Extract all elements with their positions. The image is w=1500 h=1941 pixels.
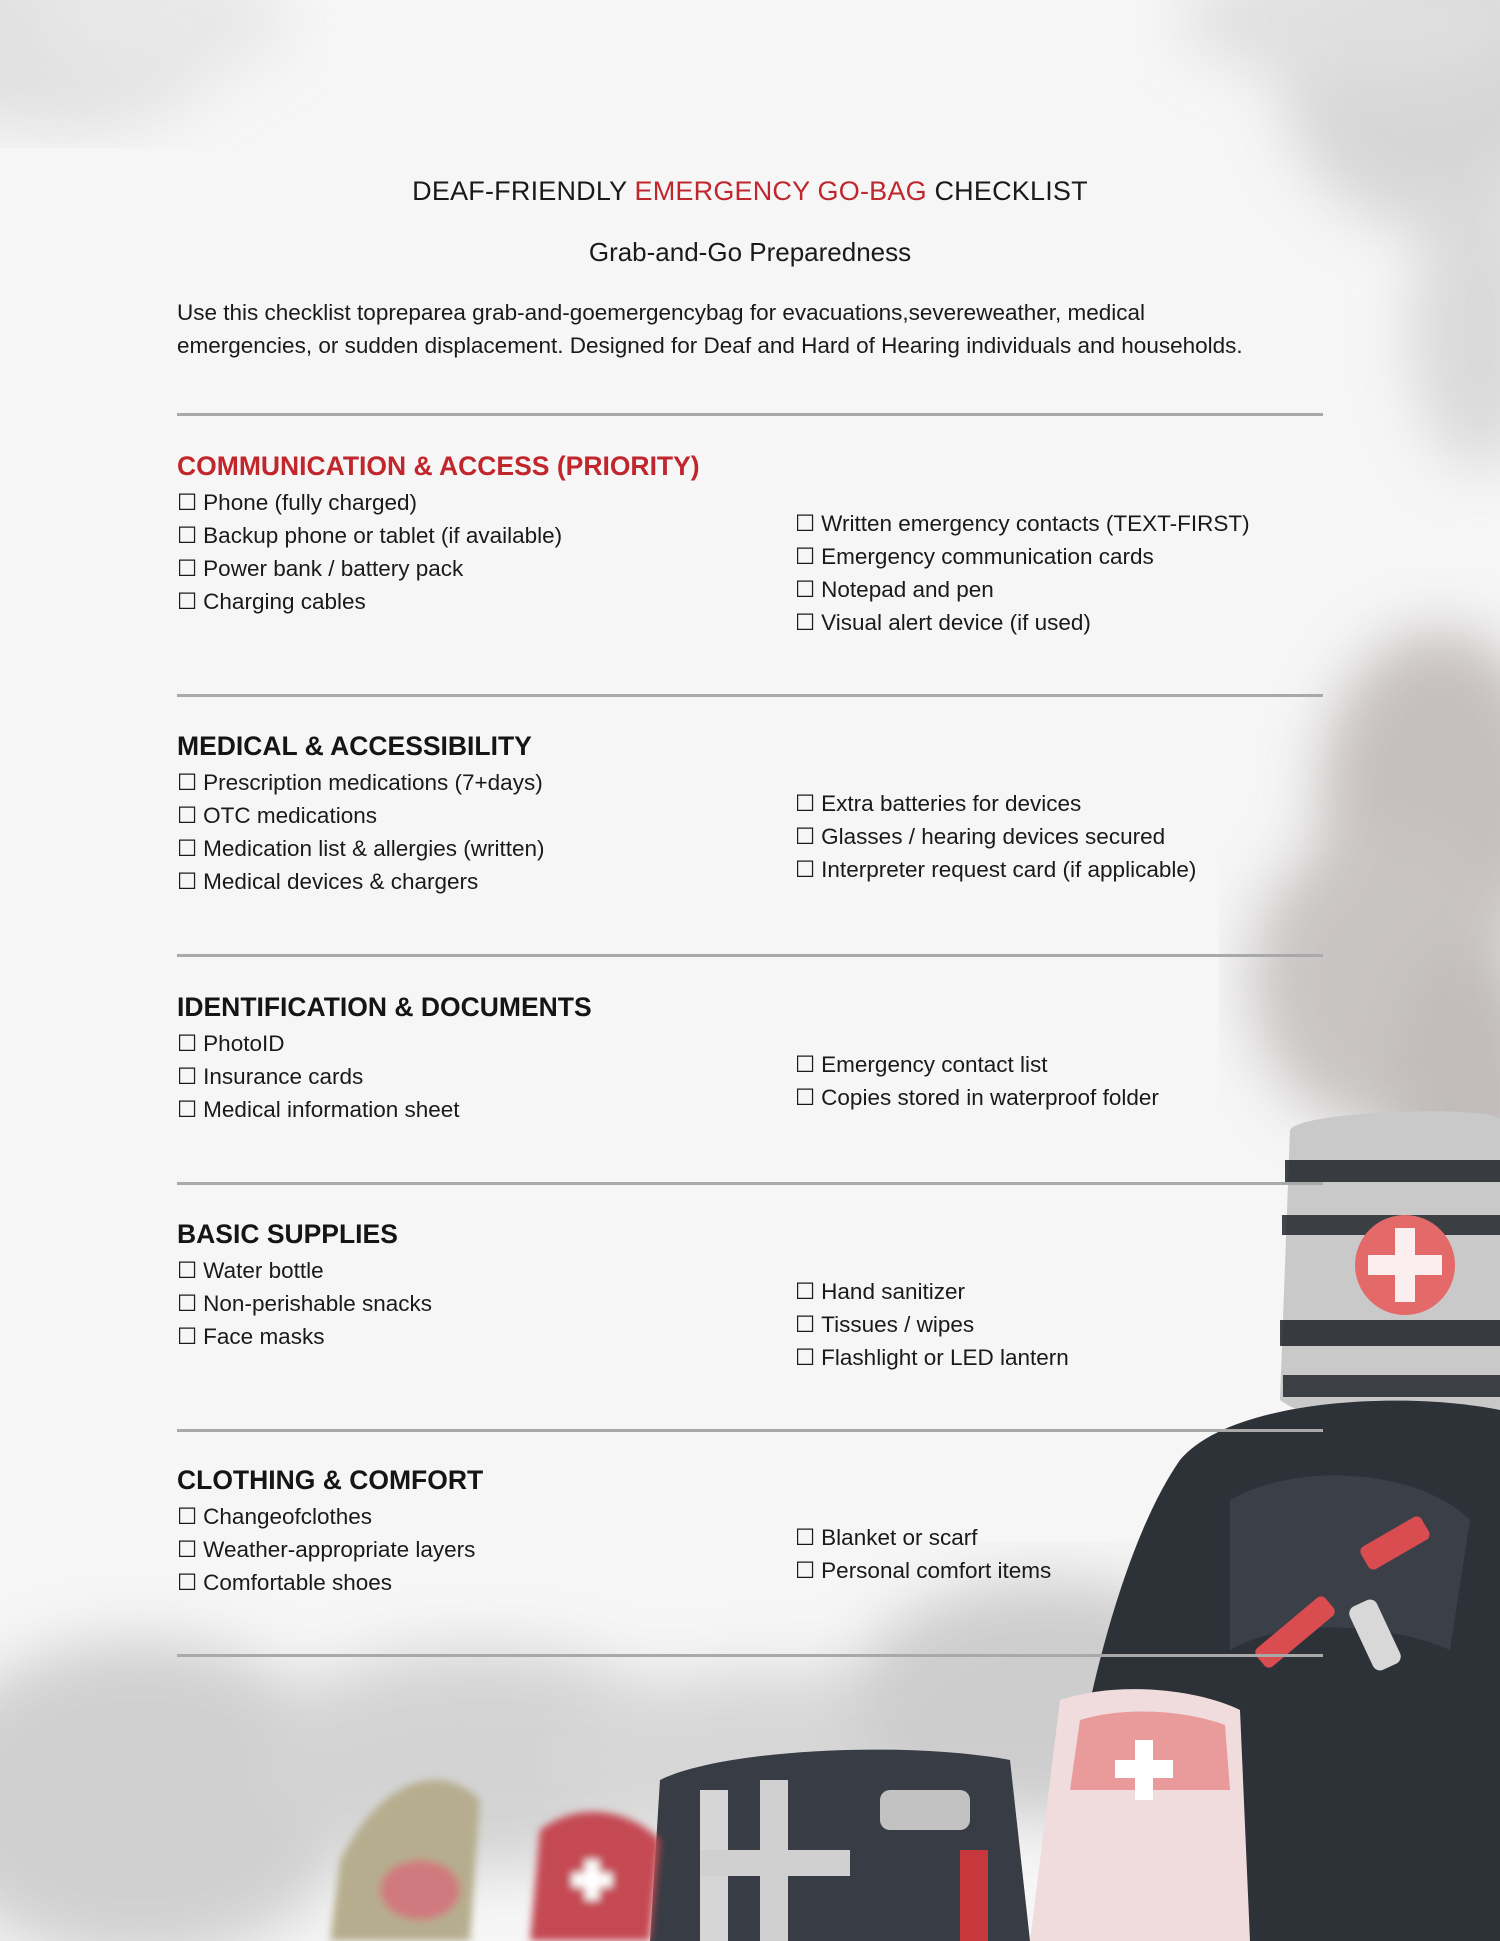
checklist-item[interactable] (795, 1554, 1051, 1587)
checkbox-icon[interactable]: ☐ (177, 1291, 198, 1316)
checklist-item[interactable] (177, 1060, 460, 1093)
checklist-column-left (177, 1027, 460, 1126)
checklist-item-label: Face masks (203, 1324, 325, 1349)
checklist-item[interactable] (177, 1254, 432, 1287)
checklist-item-label: Insurance cards (203, 1064, 364, 1089)
checklist-item-label: Blanket or scarf (821, 1525, 978, 1550)
checklist-item[interactable] (795, 1048, 1159, 1081)
smoke-top-left (0, 0, 290, 130)
checklist-item[interactable] (795, 1341, 1069, 1374)
section-clothing-comfort (177, 1462, 1323, 1595)
divider (177, 1654, 1323, 1657)
intro-paragraph (177, 296, 1323, 362)
checklist-item-label: Water bottle (203, 1258, 324, 1283)
checklist-item[interactable] (795, 1081, 1159, 1114)
checklist-column-right (795, 507, 1250, 639)
checkbox-icon[interactable]: ☐ (795, 791, 816, 816)
checkbox-icon[interactable]: ☐ (177, 1258, 198, 1283)
section-basic-supplies (177, 1216, 1323, 1370)
checklist-item[interactable] (177, 519, 562, 552)
checkbox-icon[interactable]: ☐ (177, 1504, 198, 1529)
checklist-item[interactable] (177, 1320, 432, 1353)
checkbox-icon[interactable]: ☐ (177, 523, 198, 548)
checkbox-icon[interactable]: ☐ (177, 836, 198, 861)
section-heading: COMMUNICATION & ACCESS (PRIORITY) (177, 451, 700, 481)
divider (177, 954, 1323, 957)
checklist-column-right (795, 1048, 1159, 1114)
section-heading: CLOTHING & COMFORT (177, 1465, 484, 1495)
checklist-item[interactable] (177, 1500, 475, 1533)
checklist-item-label: Glasses / hearing devices secured (821, 824, 1166, 849)
checkbox-icon[interactable]: ☐ (795, 1345, 816, 1370)
checkbox-icon[interactable]: ☐ (795, 610, 816, 635)
checkbox-icon[interactable]: ☐ (795, 824, 816, 849)
checklist-item-label: Power bank / battery pack (203, 556, 464, 581)
checklist-column-left (177, 1254, 432, 1353)
checkbox-icon[interactable]: ☐ (795, 544, 816, 569)
checklist-item-label: PhotoID (203, 1031, 285, 1056)
checklist-column-left (177, 766, 545, 898)
checklist-item[interactable] (795, 540, 1250, 573)
checklist-column-left (177, 486, 562, 618)
checklist-item-label: OTC medications (203, 803, 377, 828)
checkbox-icon[interactable]: ☐ (795, 857, 816, 882)
checklist-item[interactable] (177, 552, 562, 585)
checkbox-icon[interactable]: ☐ (795, 1312, 816, 1337)
checklist-item-label: Tissues / wipes (821, 1312, 975, 1337)
checklist-item[interactable] (795, 1521, 1051, 1554)
checklist-item[interactable] (795, 507, 1250, 540)
checklist-item-label: Emergency contact list (821, 1052, 1048, 1077)
checklist-item[interactable] (177, 766, 545, 799)
checklist-item-label: Phone (fully charged) (203, 490, 418, 515)
checklist-column-right (795, 1521, 1051, 1587)
checkbox-icon[interactable]: ☐ (177, 869, 198, 894)
checkbox-icon[interactable]: ☐ (177, 1031, 198, 1056)
checklist-item-label: Backup phone or tablet (if available) (203, 523, 563, 548)
section-identification-documents (177, 989, 1323, 1122)
checklist-item[interactable] (177, 1287, 432, 1320)
checkbox-icon[interactable]: ☐ (177, 803, 198, 828)
checklist-item-label: Changeofclothes (203, 1504, 373, 1529)
gray-go-bag (1280, 1111, 1500, 1433)
checklist-column-right (795, 1275, 1069, 1374)
smoke-top-right (1180, 0, 1500, 470)
checkbox-icon[interactable]: ☐ (795, 577, 816, 602)
checkbox-icon[interactable]: ☐ (177, 556, 198, 581)
checkbox-icon[interactable]: ☐ (795, 1052, 816, 1077)
section-communication-access (177, 448, 1323, 635)
checklist-item[interactable] (177, 486, 562, 519)
checkbox-icon[interactable]: ☐ (177, 1570, 198, 1595)
checklist-item-label: Personal comfort items (821, 1558, 1052, 1583)
page-title (177, 176, 1323, 207)
checklist-item[interactable] (795, 853, 1196, 886)
checklist-item-label: Medication list & allergies (written) (203, 836, 545, 861)
section-heading: BASIC SUPPLIES (177, 1219, 398, 1249)
checklist-item[interactable] (177, 1533, 475, 1566)
checklist-item[interactable] (177, 585, 562, 618)
checklist-item[interactable] (177, 1566, 475, 1599)
checklist-item-label: Flashlight or LED lantern (821, 1345, 1069, 1370)
section-heading: MEDICAL & ACCESSIBILITY (177, 731, 532, 761)
checklist-item-label: Emergency communication cards (821, 544, 1154, 569)
divider (177, 413, 1323, 416)
checkbox-icon[interactable]: ☐ (177, 770, 198, 795)
checkbox-icon[interactable]: ☐ (795, 1279, 816, 1304)
checkbox-icon[interactable]: ☐ (177, 1064, 198, 1089)
section-heading: IDENTIFICATION & DOCUMENTS (177, 992, 592, 1022)
checkbox-icon[interactable]: ☐ (795, 511, 816, 536)
checklist-item[interactable] (177, 832, 545, 865)
divider (177, 1429, 1323, 1432)
title-prefix: DEAF-FRIENDLY (412, 176, 635, 206)
checklist-item[interactable] (177, 1093, 460, 1126)
checklist-item-label: Visual alert device (if used) (821, 610, 1091, 635)
checklist-item-label: Medical information sheet (203, 1097, 460, 1122)
checkbox-icon[interactable]: ☐ (177, 1537, 198, 1562)
checkbox-icon[interactable]: ☐ (177, 589, 198, 614)
checkbox-icon[interactable]: ☐ (177, 1097, 198, 1122)
checklist-item[interactable] (177, 799, 545, 832)
divider (177, 1182, 1323, 1185)
checklist-item-label: Hand sanitizer (821, 1279, 965, 1304)
checklist-item-label: Extra batteries for devices (821, 791, 1082, 816)
checklist-item-label: Notepad and pen (821, 577, 994, 602)
checklist-item-label: Interpreter request card (if applicable) (821, 857, 1197, 882)
checklist-item-label: Comfortable shoes (203, 1570, 393, 1595)
checklist-item[interactable] (795, 606, 1250, 639)
checklist-item[interactable] (177, 865, 545, 898)
checklist-item[interactable] (795, 787, 1196, 820)
checklist-item-label: Charging cables (203, 589, 366, 614)
checklist-item-label: Medical devices & chargers (203, 869, 479, 894)
checkbox-icon[interactable]: ☐ (795, 1085, 816, 1110)
checklist-column-right (795, 787, 1196, 886)
checklist-item[interactable] (795, 1308, 1069, 1341)
section-medical-accessibility (177, 728, 1323, 894)
checklist-item-label: Non-perishable snacks (203, 1291, 433, 1316)
checklist-item[interactable] (795, 573, 1250, 606)
divider (177, 694, 1323, 697)
checklist-item-label: Written emergency contacts (TEXT-FIRST) (821, 511, 1250, 536)
checkbox-icon[interactable]: ☐ (177, 490, 198, 515)
checklist-column-left (177, 1500, 475, 1599)
checklist-item-label: Copies stored in waterproof folder (821, 1085, 1159, 1110)
checklist-item-label: Weather-appropriate layers (203, 1537, 476, 1562)
striped-bag (650, 1750, 1030, 1941)
checklist-item-label: Prescription medications (7+days) (203, 770, 543, 795)
intro-line-2: emergencies, or sudden displacement. Designed for Deaf and Hard of Hearing individuals and households. (177, 333, 1243, 358)
checklist-item[interactable] (795, 1275, 1069, 1308)
checkbox-icon[interactable]: ☐ (795, 1558, 816, 1583)
checkbox-icon[interactable]: ☐ (177, 1324, 198, 1349)
intro-line-1: Use this checklist topreparea grab-and-goemergencybag for evacuations,severeweather, medical (177, 300, 1146, 325)
page-subtitle: Grab-and-Go Preparedness (588, 237, 912, 267)
title-accent: EMERGENCY GO-BAG (634, 176, 927, 206)
title-suffix: CHECKLIST (926, 176, 1088, 206)
checkbox-icon[interactable]: ☐ (795, 1525, 816, 1550)
checklist-item[interactable] (177, 1027, 460, 1060)
first-aid-bag (1030, 1689, 1250, 1941)
checklist-item[interactable] (795, 820, 1196, 853)
